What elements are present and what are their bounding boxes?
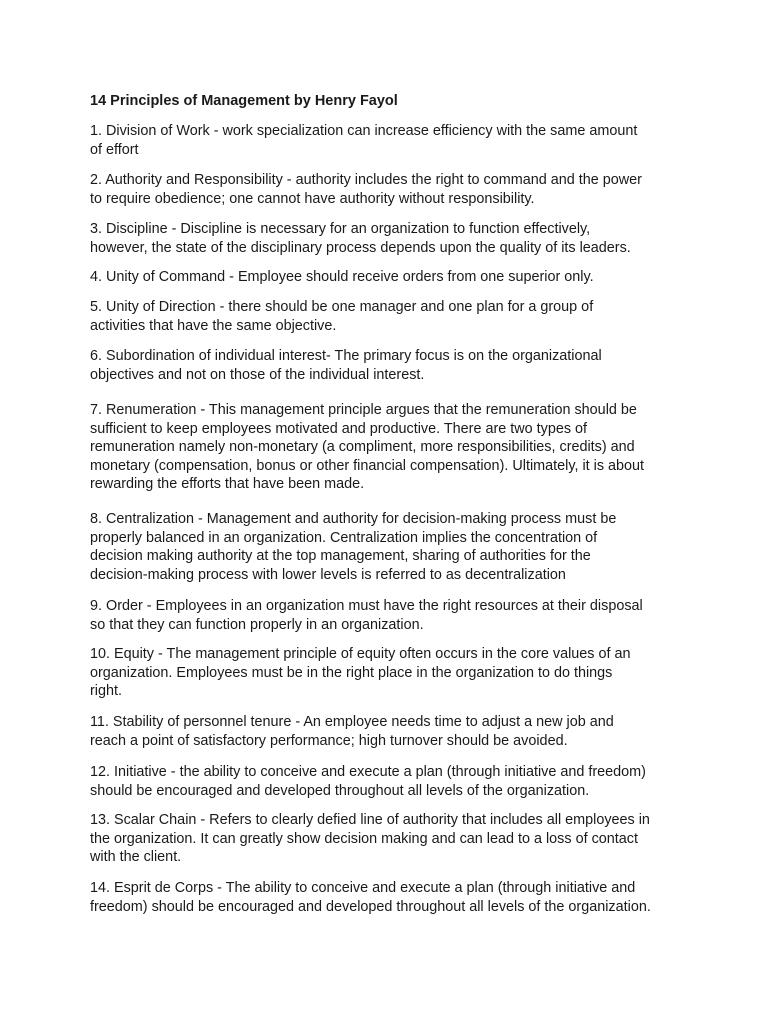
principle-line: to require obedience; one cannot have authority without responsibility. (90, 190, 535, 207)
principle-line: 1. Division of Work - work specialization can increase efficiency with the same amount (90, 123, 638, 139)
principle-line: 9. Order - Employees in an organization must have the right resources at their disposal (90, 598, 643, 614)
principle-line: organization. Employees must be in the right place in the organization to do things (90, 664, 613, 681)
principle-9 (90, 597, 690, 634)
document-title: 14 Principles of Management by Henry Fayol (90, 93, 398, 109)
principle-line: 5. Unity of Direction - there should be one manager and one plan for a group of (90, 299, 594, 315)
principle-line: 6. Subordination of individual interest- The primary focus is on the organizational (90, 348, 602, 364)
principle-line: 10. Equity - The management principle of equity often occurs in the core values of an (90, 646, 631, 662)
principle-line: reach a point of satisfactory performance; high turnover should be avoided. (90, 732, 568, 749)
principle-line: should be encouraged and developed throughout all levels of the organization. (90, 782, 590, 799)
principle-line: however, the state of the disciplinary process depends upon the quality of its leaders. (90, 239, 631, 256)
principle-13 (90, 811, 690, 867)
principle-line: of effort (90, 141, 139, 158)
principle-line: rewarding the efforts that have been made. (90, 476, 365, 493)
principle-10 (90, 645, 690, 701)
principle-14 (90, 879, 690, 916)
principle-line: 3. Discipline - Discipline is necessary for an organization to function effectively, (90, 221, 591, 237)
principle-5 (90, 298, 690, 335)
principle-11 (90, 713, 690, 750)
principle-2 (90, 171, 690, 208)
principle-6 (90, 347, 690, 384)
principle-line: remuneration namely non-monetary (a compliment, more responsibilities, credits) and (90, 439, 635, 456)
principle-4 (90, 268, 690, 287)
principle-line: decision-making process with lower levels is referred to as decentralization (90, 566, 566, 583)
principle-line: monetary (compensation, bonus or other financial compensation). Ultimately, it is about (90, 457, 645, 474)
principle-1 (90, 122, 690, 159)
principle-3 (90, 220, 690, 257)
principle-7 (90, 401, 690, 494)
principle-line: 2. Authority and Responsibility - authority includes the right to command and the power (90, 172, 642, 188)
principle-line: 12. Initiative - the ability to conceive and execute a plan (through initiative and freedom) (90, 764, 646, 780)
principle-line: sufficient to keep employees motivated and productive. There are two types of (90, 420, 588, 437)
principle-line: 8. Centralization - Management and authority for decision-making process must be (90, 511, 617, 527)
principle-line: with the client. (90, 849, 182, 866)
principle-line: objectives and not on those of the individual interest. (90, 366, 425, 383)
principle-line: freedom) should be encouraged and developed throughout all levels of the organization. (90, 898, 651, 915)
principle-line: 14. Esprit de Corps - The ability to conceive and execute a plan (through initiative and (90, 880, 636, 896)
principle-line: activities that have the same objective. (90, 317, 337, 334)
principle-8 (90, 510, 690, 584)
principle-line: decision making authority at the top management, sharing of authorities for the (90, 548, 591, 565)
principle-12 (90, 763, 690, 800)
principle-line: 11. Stability of personnel tenure - An employee needs time to adjust a new job and (90, 714, 614, 730)
principle-line: 7. Renumeration - This management principle argues that the remuneration should be (90, 402, 637, 418)
principle-line: right. (90, 683, 122, 700)
principle-line: 4. Unity of Command - Employee should receive orders from one superior only. (90, 269, 594, 285)
principle-line: the organization. It can greatly show decision making and can lead to a loss of contact (90, 830, 638, 847)
principle-line: so that they can function properly in an organization. (90, 616, 424, 633)
principle-line: properly balanced in an organization. Centralization implies the concentration of (90, 529, 598, 546)
principle-line: 13. Scalar Chain - Refers to clearly defied line of authority that includes all employees in (90, 812, 650, 828)
